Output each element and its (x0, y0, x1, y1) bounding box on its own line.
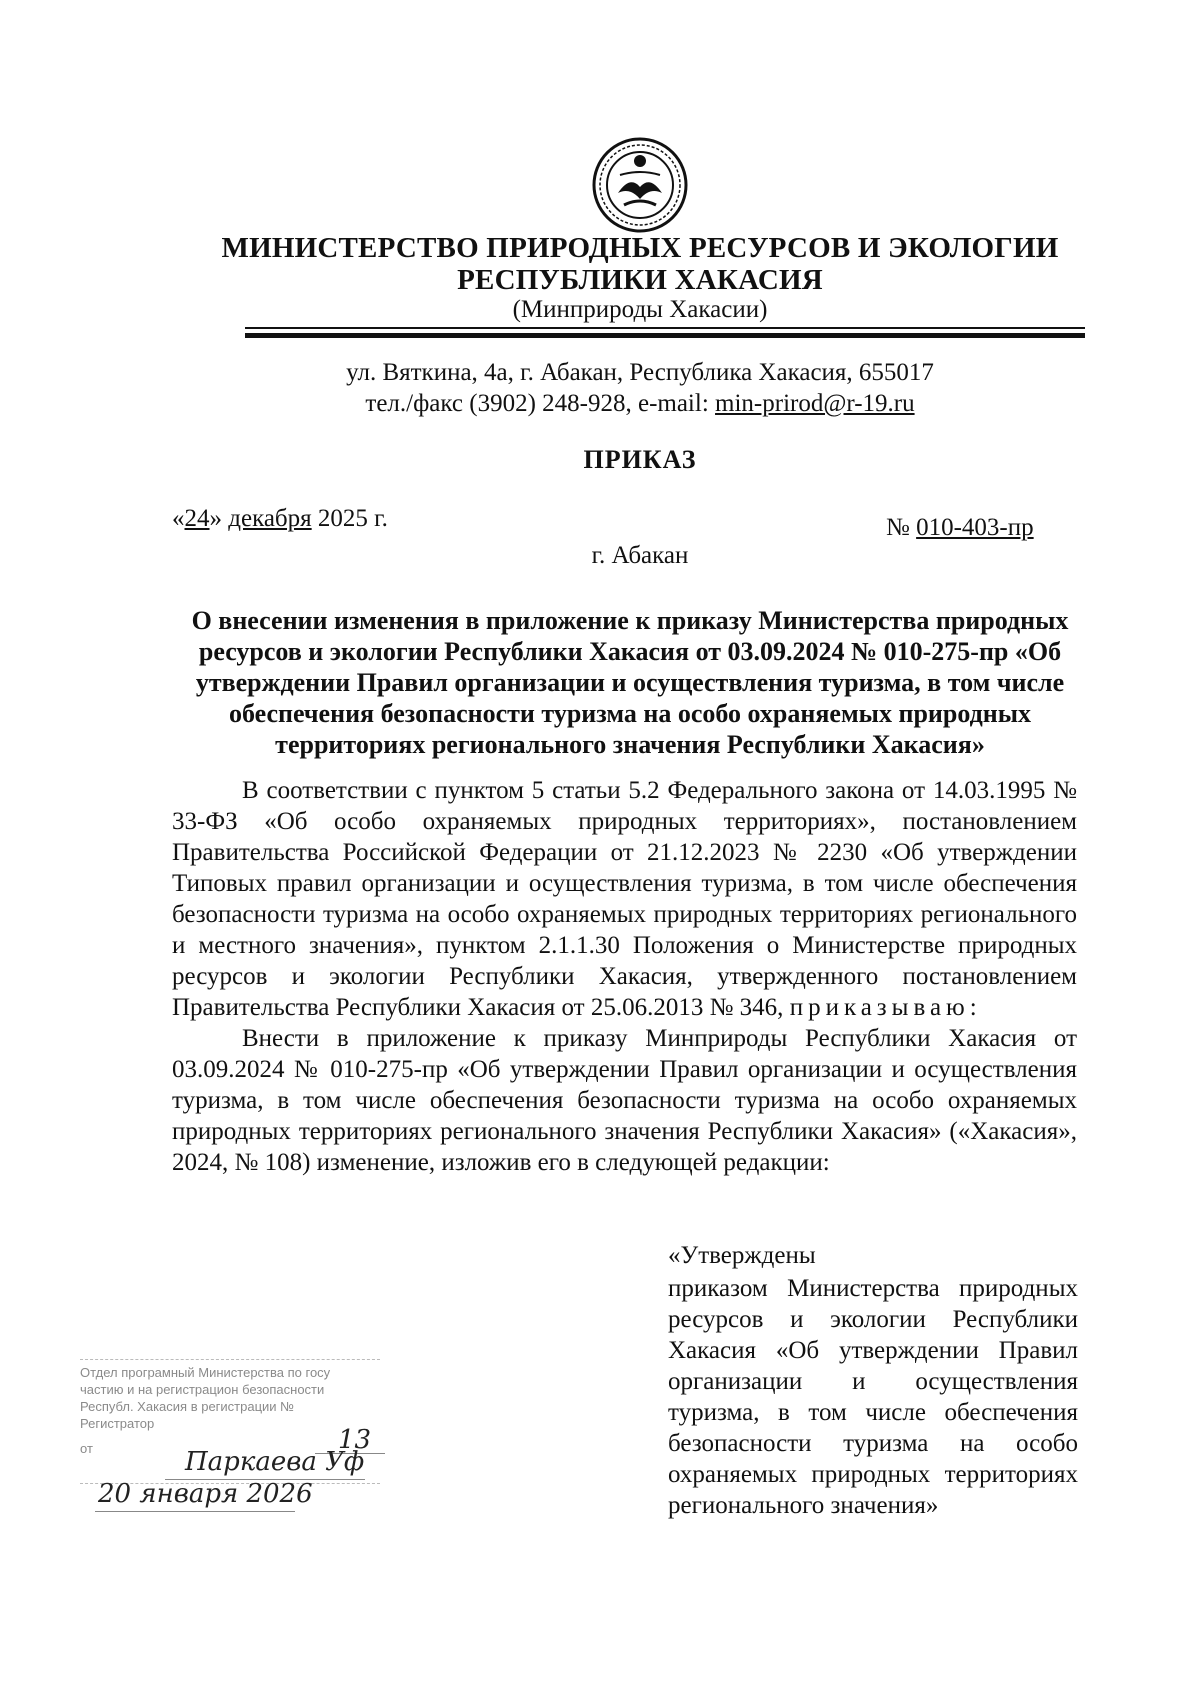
stamp-border-top (80, 1359, 380, 1360)
order-body (172, 775, 1077, 1178)
order-number-value: 010-403-пр (916, 514, 1034, 541)
coat-of-arms-icon (590, 135, 690, 235)
order-subject: О внесении изменения в приложение к приказу Министерства природных ресурсов и экологии Республики Хакасия от 03.09.2024 № 010-275-пр «Об утверждении Правил организации и осуществления туризма, в том числе обеспечения безопасности туризма на особо охраняемых природных территориях регионального значения Республики Хакасия» (191, 606, 1069, 759)
stamp-line: частию и на регистрацион безопасности (80, 1382, 325, 1397)
header-divider-thick (245, 333, 1085, 338)
header-divider-thin (245, 327, 1085, 329)
registration-stamp (80, 1355, 405, 1555)
email-link[interactable]: min-prirod@r-19.ru (715, 390, 915, 417)
order-date-year: 2025 г. (311, 505, 388, 532)
body-paragraph-1: В соответствии с пунктом 5 статьи 5.2 Федерального закона от 14.03.1995 № 33-ФЗ «Об особо охраняемых природных территориях», постановлением Правительства Российской Федерации от 21.12.2023 № 2230 «Об утверждении Типовых правил организации и осуществления туризма, в том числе обеспечения безопасности туризма на особо охраняемых природных территориях регионального и местного значения», пунктом 2.1.1.30 Положения о Министерстве природных ресурсов и экологии Республики Хакасия, утвержденного постановлением Правительства Республики Хакасия от 25.06.2013 № 346, приказываю: (172, 777, 1077, 1021)
stamp-line: от (80, 1441, 93, 1456)
stamp-line: Регистратор (80, 1416, 155, 1431)
ministry-name-line2: РЕСПУБЛИКИ ХАКАСИЯ (457, 264, 823, 296)
directive-word: приказываю: (789, 994, 982, 1021)
ministry-name-line1: МИНИСТЕРСТВО ПРИРОДНЫХ РЕСУРСОВ И ЭКОЛОГИИ (221, 232, 1059, 264)
ministry-contacts (0, 390, 1200, 418)
order-date-day: 24 (184, 505, 210, 532)
approval-block (668, 1240, 1078, 1521)
order-date-month: декабря (228, 505, 312, 532)
stamp-underline (95, 1511, 295, 1512)
order-number: № 010-403-пр (886, 514, 1034, 541)
approval-text: приказом Министерства природных ресурсов и экологии Республики Хакасия «Об утверждении Правил организации и осуществления туризма, в том числе обеспечения безопасности туризма на особо охраняемых природных территориях регионального значения» (668, 1275, 1078, 1519)
stamp-line: Отдел програмный Министерства по госу (80, 1365, 331, 1380)
order-date: «24» декабря 2025 г. (172, 505, 388, 532)
document-type-title: ПРИКАЗ (583, 445, 697, 474)
handwritten-registration-date: 20 января 2026 (98, 1479, 313, 1509)
handwritten-registration-number: 13 (338, 1425, 372, 1455)
handwritten-registrar-name: Паркаева Уф (185, 1447, 365, 1477)
ministry-address: ул. Вяткина, 4а, г. Абакан, Республика Хакасия, 655017 (346, 359, 934, 386)
stamp-line: Республ. Хакасия в регистрации № (80, 1399, 295, 1414)
approval-heading: «Утверждены (668, 1242, 816, 1269)
ministry-short-name: (Минприроды Хакасии) (512, 296, 768, 323)
phone-fax: тел./факс (3902) 248-928, e-mail: (365, 390, 716, 417)
body-paragraph-2: Внести в приложение к приказу Минприроды Республики Хакасия от 03.09.2024 № 010-275-пр «Об утверждении Правил организации и осуществления туризма, в том числе обеспечения безопасности туризма на особо охраняемых природных территориях регионального значения Республики Хакасия» («Хакасия», 2024, № 108) изменение, изложив его в следующей редакции: (172, 1025, 1077, 1176)
order-city: г. Абакан (591, 542, 689, 569)
